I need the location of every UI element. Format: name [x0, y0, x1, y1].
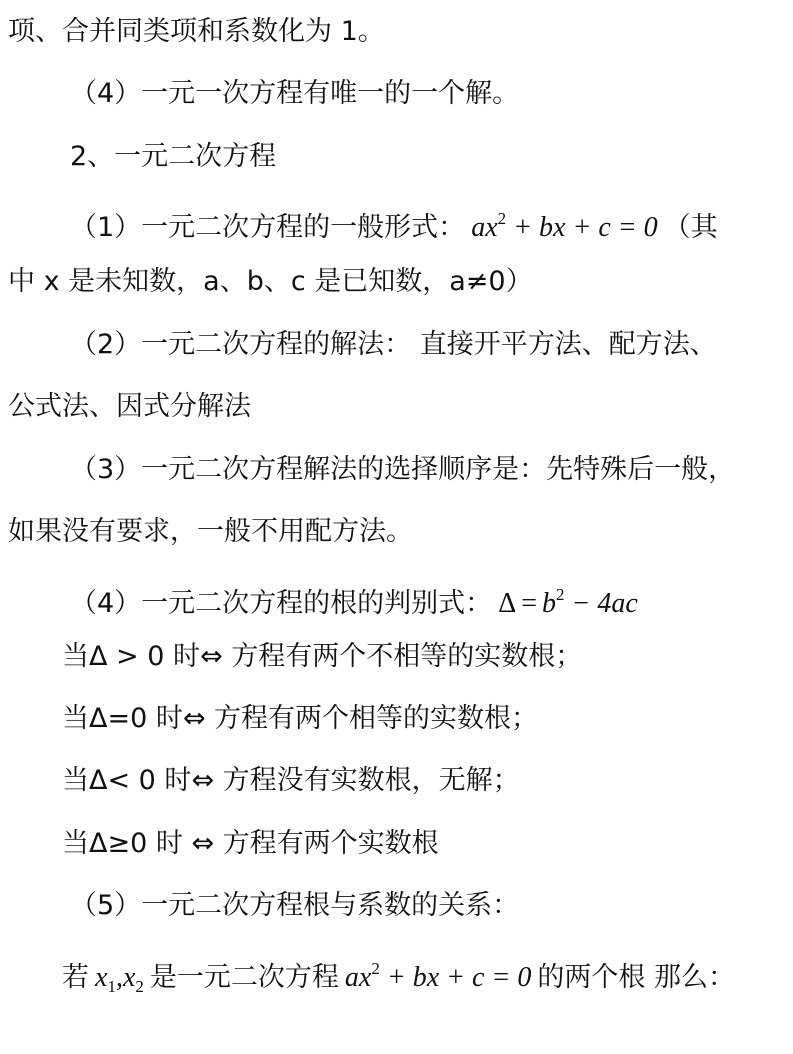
formula-exponent: 2: [497, 209, 507, 228]
text-segment: （1）一元二次方程的一般形式：: [70, 212, 466, 243]
formula-rest: + bx + c = 0: [386, 962, 532, 993]
formula-subscript: 2: [135, 977, 144, 996]
text-segment: 的两个根 那么：: [537, 962, 735, 993]
discriminant-line: [70, 575, 644, 619]
formula-term: b: [542, 588, 556, 619]
condition-line: 当Δ=0 时⇔ 方程有两个相等的实数根；: [62, 703, 539, 734]
text-line: 项、合并同类项和系数化为 1。: [8, 16, 385, 47]
formula-exponent: 2: [371, 959, 380, 978]
general-form-line: [70, 199, 718, 243]
text-segment: （其: [663, 212, 718, 243]
text-line: 中 x 是未知数，a、b、c 是已知数，a≠0）: [8, 266, 533, 297]
formula-term: x: [95, 962, 108, 993]
section-heading: 2、一元二次方程: [70, 141, 277, 172]
formula-comma: ,: [115, 962, 123, 993]
formula-subscript: 1: [107, 977, 116, 996]
text-line: （3）一元二次方程解法的选择顺序是：先特殊后一般，: [70, 454, 736, 485]
formula-rest: + bx + c = 0: [513, 212, 658, 243]
formula-term: x: [122, 962, 136, 993]
discriminant-formula: [498, 585, 638, 619]
text-line: （2）一元二次方程的解法： 直接开平方法、配方法、: [70, 329, 717, 360]
condition-line: 当Δ≥0 时 ⇔ 方程有两个实数根: [62, 828, 439, 859]
condition-line: 当Δ > 0 时⇔ 方程有两个不相等的实数根；: [62, 641, 583, 672]
text-line: 公式法、因式分解法: [8, 391, 251, 422]
formula-term: ax: [471, 212, 498, 243]
formula-exponent: 2: [556, 585, 565, 604]
text-segment: 若: [62, 962, 89, 993]
roots-line: [62, 949, 735, 996]
formula-rest: − 4ac: [571, 588, 638, 619]
text-line: 如果没有要求，一般不用配方法。: [8, 516, 413, 547]
text-line: （4）一元一次方程有唯一的一个解。: [70, 78, 520, 109]
formula-delta: Δ: [498, 588, 517, 619]
text-segment: （4）一元二次方程的根的判别式：: [70, 588, 493, 619]
formula-equals: =: [521, 588, 537, 619]
general-form-formula-2: [344, 959, 532, 993]
condition-line: 当Δ< 0 时⇔ 方程没有实数根，无解；: [62, 765, 520, 796]
general-form-formula: [471, 209, 658, 243]
formula-term: ax: [344, 962, 372, 993]
roots-formula: [95, 962, 144, 996]
text-line: （5）一元二次方程根与系数的关系：: [70, 890, 520, 921]
text-segment: 是一元二次方程: [149, 962, 339, 993]
